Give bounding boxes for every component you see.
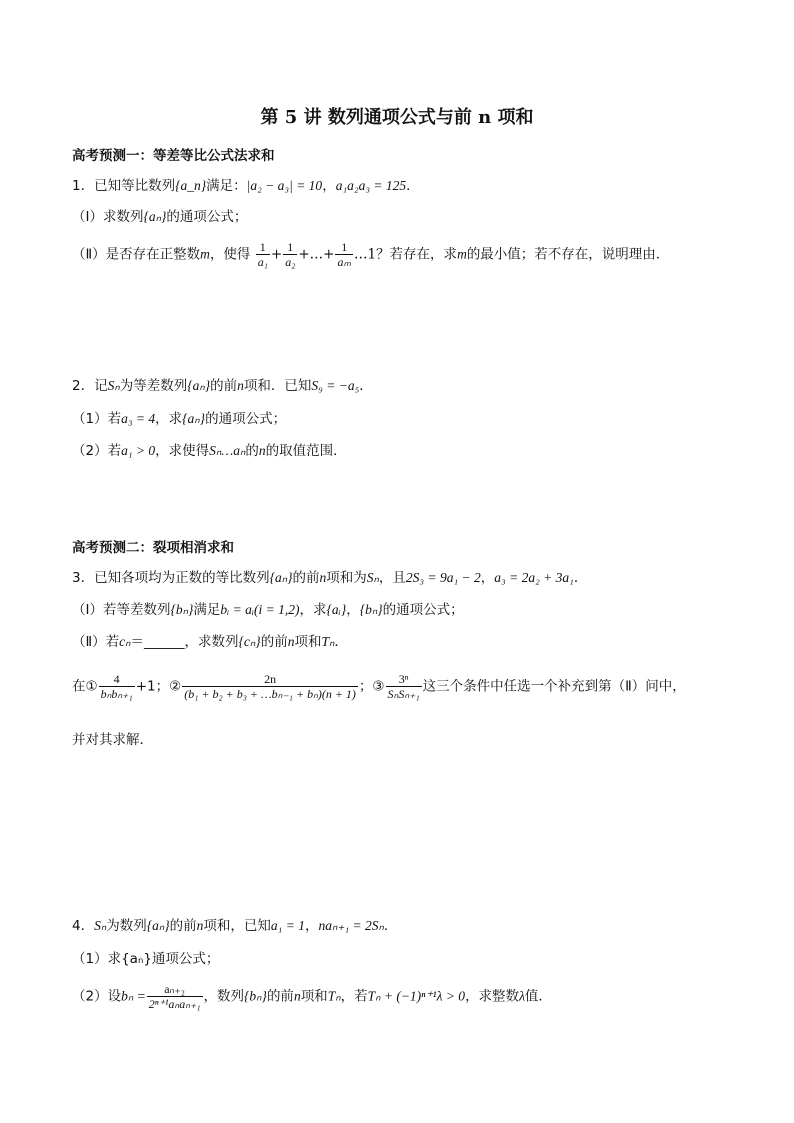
problems-p4-stem-f-text: ． <box>383 918 398 934</box>
problems-p4-b-lhs-text: bₙ = <box>121 988 146 1004</box>
problems-p1-ellipsis-text: +…+ <box>298 246 335 263</box>
section-heading-1: 高考预测一：等差等比公式法求和 <box>72 148 275 164</box>
symbols-bn-text: {bₙ} <box>244 988 267 1004</box>
problems-p3-q2-c-text: 的前 <box>260 634 288 650</box>
symbols-Sn-text: Sₙ <box>94 918 107 933</box>
problems-p3-f1-num-text: 4 <box>113 672 120 686</box>
problems-p4-ineq-text: Tₙ + (−1)ⁿ⁺¹λ > 0 <box>367 988 466 1004</box>
problems-p3-stem-f-text: ． <box>573 570 588 586</box>
problem-3-conditions-end: 并对其求解． <box>72 732 153 748</box>
symbols-am-text: aₘ <box>337 255 351 269</box>
problems-p3-f2-den-text: (b₁ + b₂ + b₃ + …bₙ₋₁ + bₙ)(n + 1) <box>184 687 356 701</box>
problems-p1-q1-b-text: 的通项公式； <box>166 209 248 225</box>
problems-p4-q2-c-text: 的前 <box>266 988 294 1005</box>
problems-p2-stem-e-text: ． <box>359 378 373 394</box>
symbols-an-text: {aₙ} <box>182 411 206 426</box>
problem-3-part-2 <box>72 632 348 652</box>
symbols-ai-text: {aᵢ} <box>326 602 347 617</box>
symbols-n-text: n <box>293 988 301 1004</box>
problems-p1-q2-d-text: 的最小值；若不存在，说明理由． <box>466 246 670 263</box>
symbols-a1-text: a₁ <box>257 255 268 269</box>
problem-1-part-1 <box>72 207 247 227</box>
problems-p1-one-text: 1 <box>341 240 348 254</box>
problems-p3-f1-den-text: bₙbₙ₊₁ <box>100 687 133 701</box>
problems-p1-m-text: m <box>457 246 467 262</box>
problems-p2-eq-text: S₉ = −a₅ <box>311 378 360 393</box>
problems-p3-q1-a-text: （Ⅰ）若等差数列 <box>72 602 171 618</box>
problems-p1-stem-b-text: 满足： <box>206 178 247 194</box>
symbols-an-text: {aₙ} <box>146 918 170 933</box>
symbols-cn-var-text: cₙ <box>119 634 131 649</box>
problems-p1-q2-b-text: ，使得 <box>209 246 251 263</box>
problems-p3-q2-d-text: 项和 <box>294 634 322 650</box>
symbols-Tn-text: Tₙ <box>327 988 341 1004</box>
problem-3-stem <box>72 568 587 588</box>
symbols-n-text: n <box>237 378 244 393</box>
fraction-1-over-a1 <box>256 240 270 269</box>
problem-2-part-1 <box>72 409 286 429</box>
problems-p2-q1-b-text: ，求 <box>155 411 183 427</box>
problems-p1-cond2-text: a₁a₂a₃ = 125 <box>335 178 407 193</box>
problems-p3-stem-d-text: ，且 <box>378 570 406 586</box>
problems-p2-q2-b-text: ，求使得 <box>155 443 210 459</box>
symbols-cn-text: {cₙ} <box>238 634 261 649</box>
problem-3-part-1 <box>72 600 464 620</box>
problems-p3-q2-e-text: ． <box>334 634 348 650</box>
problems-p3-eq2-text: a₃ = 2a₂ + 3a₁ <box>494 570 574 585</box>
problem-1-part-2 <box>72 240 669 269</box>
symbols-Sn-text: Sₙ <box>366 570 379 585</box>
symbols-an-text: {aₙ} <box>143 209 167 224</box>
symbols-Tn-text: Tₙ <box>321 634 335 649</box>
problems-p4-stem-d-text: 项和，已知 <box>203 918 271 934</box>
problems-p4-q2-e-text: ，若 <box>340 988 368 1005</box>
problems-p3-q1-d-text: ， <box>346 602 360 618</box>
symbols-n-text: n <box>319 570 327 585</box>
condition-3-fraction <box>386 672 422 701</box>
symbols-n-text: n <box>196 918 204 933</box>
problems-p4-stem-e-text: ， <box>304 918 319 934</box>
problems-p1-seq-text: {a_n} <box>175 178 207 193</box>
symbols-a2-text: a₂ <box>285 255 296 269</box>
symbols-bn-text: {bₙ} <box>170 602 194 617</box>
problems-p1-stem-c-text: ． <box>406 178 420 194</box>
problem-3-conditions <box>72 672 686 701</box>
problems-p2-q1-a-text: （1）若 <box>72 411 122 427</box>
problems-p2-q2-d-text: 的取值范围． <box>265 443 347 459</box>
problems-p3-eq1-text: 2S₃ = 9a₁ − 2 <box>405 570 481 585</box>
problems-p1-one-text: 1 <box>259 240 266 254</box>
problem-4-part-1: （1）求{aₙ}通项公式； <box>72 951 220 967</box>
problems-p4-f-den-text: 2ⁿ⁺¹aₙaₙ₊₁ <box>148 997 201 1011</box>
problems-p4-q2-f-text: ，求整数 <box>465 988 520 1005</box>
fraction-1-over-a2 <box>283 240 297 269</box>
condition-1-fraction <box>99 672 135 701</box>
problems-p2-stem-c-text: 的前 <box>210 378 238 394</box>
problem-4-part-2 <box>72 982 552 1011</box>
problems-p1-tail-text: …1 <box>353 246 377 263</box>
problems-p3-q1-c-text: ，求 <box>299 602 327 618</box>
problems-p3-c-a-text: 在① <box>72 678 98 695</box>
problems-p3-q2-b-text: ，求数列 <box>184 634 239 650</box>
problems-p3-c-b-text: +1；② <box>135 678 182 695</box>
problem-4-stem <box>72 916 397 936</box>
problems-p2-q2-ineq-text: Sₙ…aₙ <box>209 443 246 458</box>
problems-p4-stem-a-text: 4． <box>72 918 95 934</box>
problems-p2-q1-eq-text: a₃ = 4 <box>121 411 156 426</box>
problems-p3-stem-c-text: 项和为 <box>326 570 367 586</box>
problems-p2-q1-c-text: 的通项公式； <box>205 411 287 427</box>
problem-1-stem: 1．已知等比数列{a_n}满足：|a₂ − a₃| = 10，a₁a₂a₃ = 125． <box>72 178 420 194</box>
problems-p3-stem-e-text: ， <box>480 570 495 586</box>
problems-p1-one-text: 1 <box>287 240 294 254</box>
problems-p1-q2-c-text: ？若存在，求 <box>376 246 458 263</box>
problems-p1-cond1-text: |a₂ − a₃| = 10 <box>246 178 323 193</box>
symbols-n-text: n <box>287 634 295 649</box>
math-text: + <box>270 246 283 263</box>
problems-p3-c-c-text: ；③ <box>358 678 385 695</box>
problems-p2-q2-a-text: （2）若 <box>72 443 122 459</box>
problems-p1-q1-a-text: （Ⅰ）求数列 <box>72 209 144 225</box>
problems-p2-q2-eq-text: a₁ > 0 <box>121 443 156 458</box>
problem-2-stem <box>72 376 373 396</box>
problems-p3-q2-a-text: （Ⅱ）若 <box>72 634 120 650</box>
problems-p4-f-num-text: aₙ₊₂ <box>164 982 185 996</box>
problems-p4-stem-b-text: 为数列 <box>106 918 147 934</box>
problems-p3-f3-num-text: 3ⁿ <box>398 672 409 686</box>
problems-p4-q2-a-text: （2）设 <box>72 988 122 1005</box>
problems-p3-q1-eq-text: bᵢ = aᵢ(i = 1,2) <box>220 602 300 617</box>
problems-p2-stem-b-text: 为等差数列 <box>119 378 188 394</box>
symbols-Sn-text: Sₙ <box>107 378 120 393</box>
section-heading-2: 高考预测二：裂项相消求和 <box>72 540 234 556</box>
problems-p4-lambda-text: λ <box>519 988 525 1004</box>
problems-p3-q1-b-text: 满足 <box>193 602 221 618</box>
problems-p3-f3-den-text: SₙSₙ₊₁ <box>387 687 420 701</box>
problems-p4-stem-c-text: 的前 <box>169 918 197 934</box>
problem-2-part-2 <box>72 441 347 461</box>
problems-p3-stem-b-text: 的前 <box>292 570 320 586</box>
page-title: 第 5 讲 数列通项公式与前 n 项和 <box>260 107 534 128</box>
problems-p4-eq1-text: a₁ = 1 <box>270 918 305 933</box>
problems-p2-q2-c-text: 的 <box>245 443 259 459</box>
symbols-bn-text: {bₙ} <box>359 602 383 617</box>
problems-p3-stem-a-text: 3．已知各项均为正数的等比数列 <box>72 570 270 586</box>
symbols-n-text: n <box>258 443 266 458</box>
answer-blank: ＝______ <box>130 634 185 650</box>
fraction-1-over-am <box>335 240 352 269</box>
problems-p1-m-text: m <box>200 246 210 262</box>
problems-p1-q2-a-text: （Ⅱ）是否存在正整数 <box>72 246 201 263</box>
problems-p4-q2-g-text: 值． <box>524 988 552 1005</box>
problems-p3-f2-num-text: 2n <box>264 672 277 686</box>
problems-p4-eq2-text: naₙ₊₁ = 2Sₙ <box>318 918 384 933</box>
problems-p2-stem-a-text: 2．记 <box>72 378 108 394</box>
b-n-fraction <box>147 982 203 1011</box>
symbols-an-text: {aₙ} <box>269 570 293 585</box>
problems-p3-c-d-text: 这三个条件中任选一个补充到第（Ⅱ）问中， <box>422 678 686 695</box>
problems-p4-q2-b-text: ，数列 <box>203 988 244 1005</box>
condition-2-fraction <box>182 672 358 701</box>
problems-p1-stem-a-text: 1．已知等比数列 <box>72 178 176 194</box>
symbols-an-text: {aₙ} <box>187 378 211 393</box>
problems-p3-q1-e-text: 的通项公式； <box>382 602 464 618</box>
problems-p4-q2-d-text: 项和 <box>300 988 328 1005</box>
problems-p2-stem-d-text: 项和．已知 <box>243 378 312 394</box>
